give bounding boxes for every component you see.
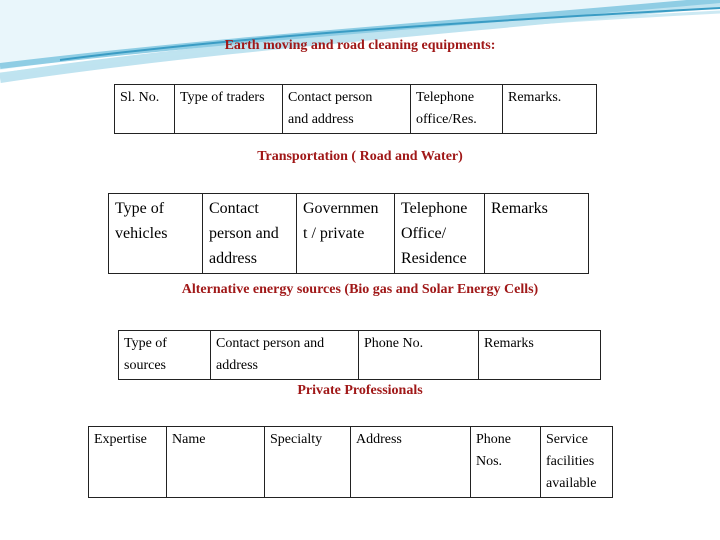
column-header: Contact person and address (203, 194, 297, 274)
column-header: Service facilities available (541, 427, 613, 498)
column-header: Remarks. (503, 85, 597, 134)
column-header: Expertise (89, 427, 167, 498)
column-header: Contact person and address (211, 331, 359, 380)
table-row (119, 331, 601, 380)
section-title-earth-moving: Earth moving and road cleaning equipments: (224, 38, 496, 53)
column-header: Remarks (485, 194, 589, 274)
column-header: Specialty (265, 427, 351, 498)
transportation-table (108, 193, 589, 274)
table-row (109, 194, 589, 274)
alternative-energy-table (118, 330, 601, 380)
column-header: Type of sources (119, 331, 211, 380)
column-header: Governmen t / private (297, 194, 395, 274)
section-title-alternative-energy: Alternative energy sources (Bio gas and Solar Energy Cells) (181, 282, 539, 297)
column-header: Contact person and address (283, 85, 411, 134)
table-row (115, 85, 597, 134)
earth-moving-table (114, 84, 597, 134)
column-header: Type of traders (175, 85, 283, 134)
column-header: Sl. No. (115, 85, 175, 134)
section-title-transportation: Transportation ( Road and Water) (257, 149, 463, 164)
column-header: Name (167, 427, 265, 498)
table-row (89, 427, 613, 498)
column-header: Telephone Office/ Residence (395, 194, 485, 274)
column-header: Type of vehicles (109, 194, 203, 274)
column-header: Phone No. (359, 331, 479, 380)
column-header: Phone Nos. (471, 427, 541, 498)
column-header: Address (351, 427, 471, 498)
column-header: Remarks (479, 331, 601, 380)
column-header: Telephone office/Res. (411, 85, 503, 134)
private-professionals-table (88, 426, 613, 498)
section-title-private-professionals: Private Professionals (297, 383, 423, 398)
